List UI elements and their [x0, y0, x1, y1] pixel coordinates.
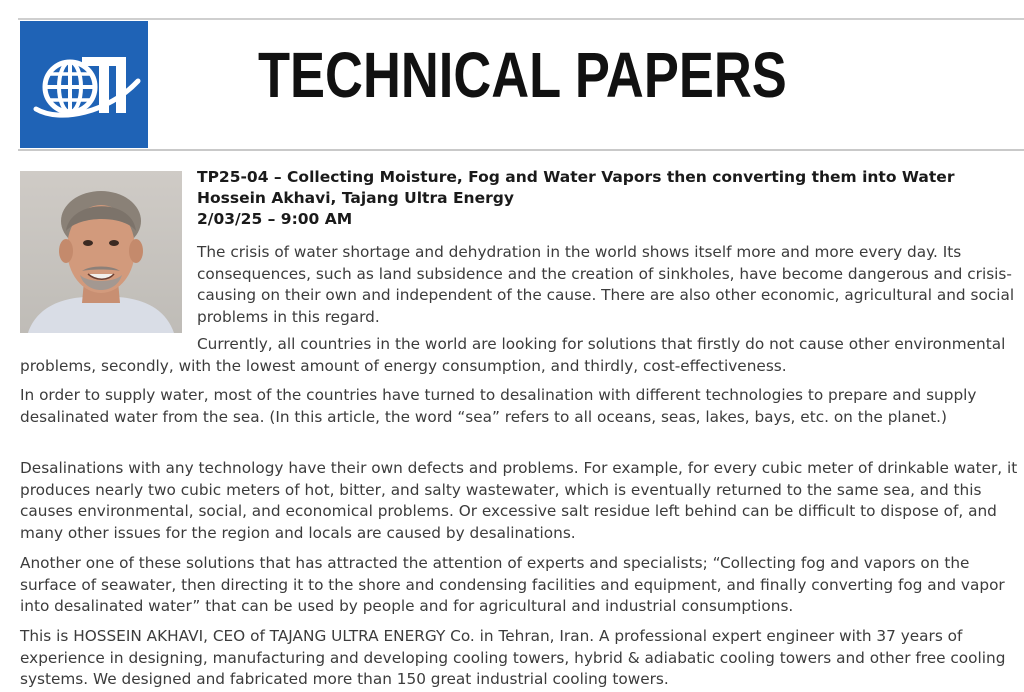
body-paragraph-5: Another one of these solutions that has attracted the attention of experts and specialists; “Collecting fog and vapors on the surface of seawater, then directing it to the shore and condensing facilities and equipment, and finally converting fog and vapor into desalinated water” that can be used by people and for agricultural and industrial consumptions.	[20, 554, 1005, 616]
paper-meta	[197, 167, 1017, 230]
paper-author: Hossein Akhavi, Tajang Ultra Energy	[197, 189, 514, 207]
author-portrait	[20, 171, 182, 333]
page-title: TECHNICAL PAPERS	[258, 39, 787, 111]
author-photo	[20, 171, 182, 333]
body-paragraph-6: This is HOSSEIN AKHAVI, CEO of TAJANG ULTRA ENERGY Co. in Tehran, Iran. A professional expert engineer with 37 years of experience in designing, manufacturing and developing cooling towers, hybrid & adiabatic cooling towers and other free cooling systems. We designed and fabricated more than 150 great industrial cooling towers.	[20, 627, 1006, 689]
header-bottom-rule	[18, 149, 1024, 151]
body-paragraph-4: Desalinations with any technology have their own defects and problems. For example, for every cubic meter of drinkable water, it produces nearly two cubic meters of hot, bitter, and salty wastewater, which is eventually returned to the same sea, and this causes environmental, social, and economical problems. Or excessive salt residue left behind can be difficult to dispose of, and many other issues for the region and locals are caused by desalinations.	[20, 459, 1018, 542]
header-top-rule	[18, 18, 1024, 20]
body-paragraph-3: In order to supply water, most of the countries have turned to desalination with different technologies to prepare and supply desalinated water from the sea. (In this article, the word “sea” refers to all oceans, seas, lakes, bays, etc. on the planet.)	[20, 386, 977, 426]
paper-datetime: 2/03/25 – 9:00 AM	[197, 210, 353, 228]
cti-logo	[20, 21, 148, 148]
body-paragraph-1: The crisis of water shortage and dehydration in the world shows itself more and more every day. Its consequences, such as land subsidence and the creation of sinkholes, have become dangerous and crisis-causing on their own and independent of the cause. There are also other economic, agricultural and social problems in this regard.	[197, 243, 1015, 326]
globe-icon	[20, 21, 148, 148]
paper-heading: TP25-04 – Collecting Moisture, Fog and Water Vapors then converting them into Water	[197, 168, 955, 186]
body-paragraph-2: Currently, all countries in the world are looking for solutions that firstly do not cause other environmental problems, secondly, with the lowest amount of energy consumption, and thirdly, cost-effectiveness.	[20, 335, 1006, 375]
